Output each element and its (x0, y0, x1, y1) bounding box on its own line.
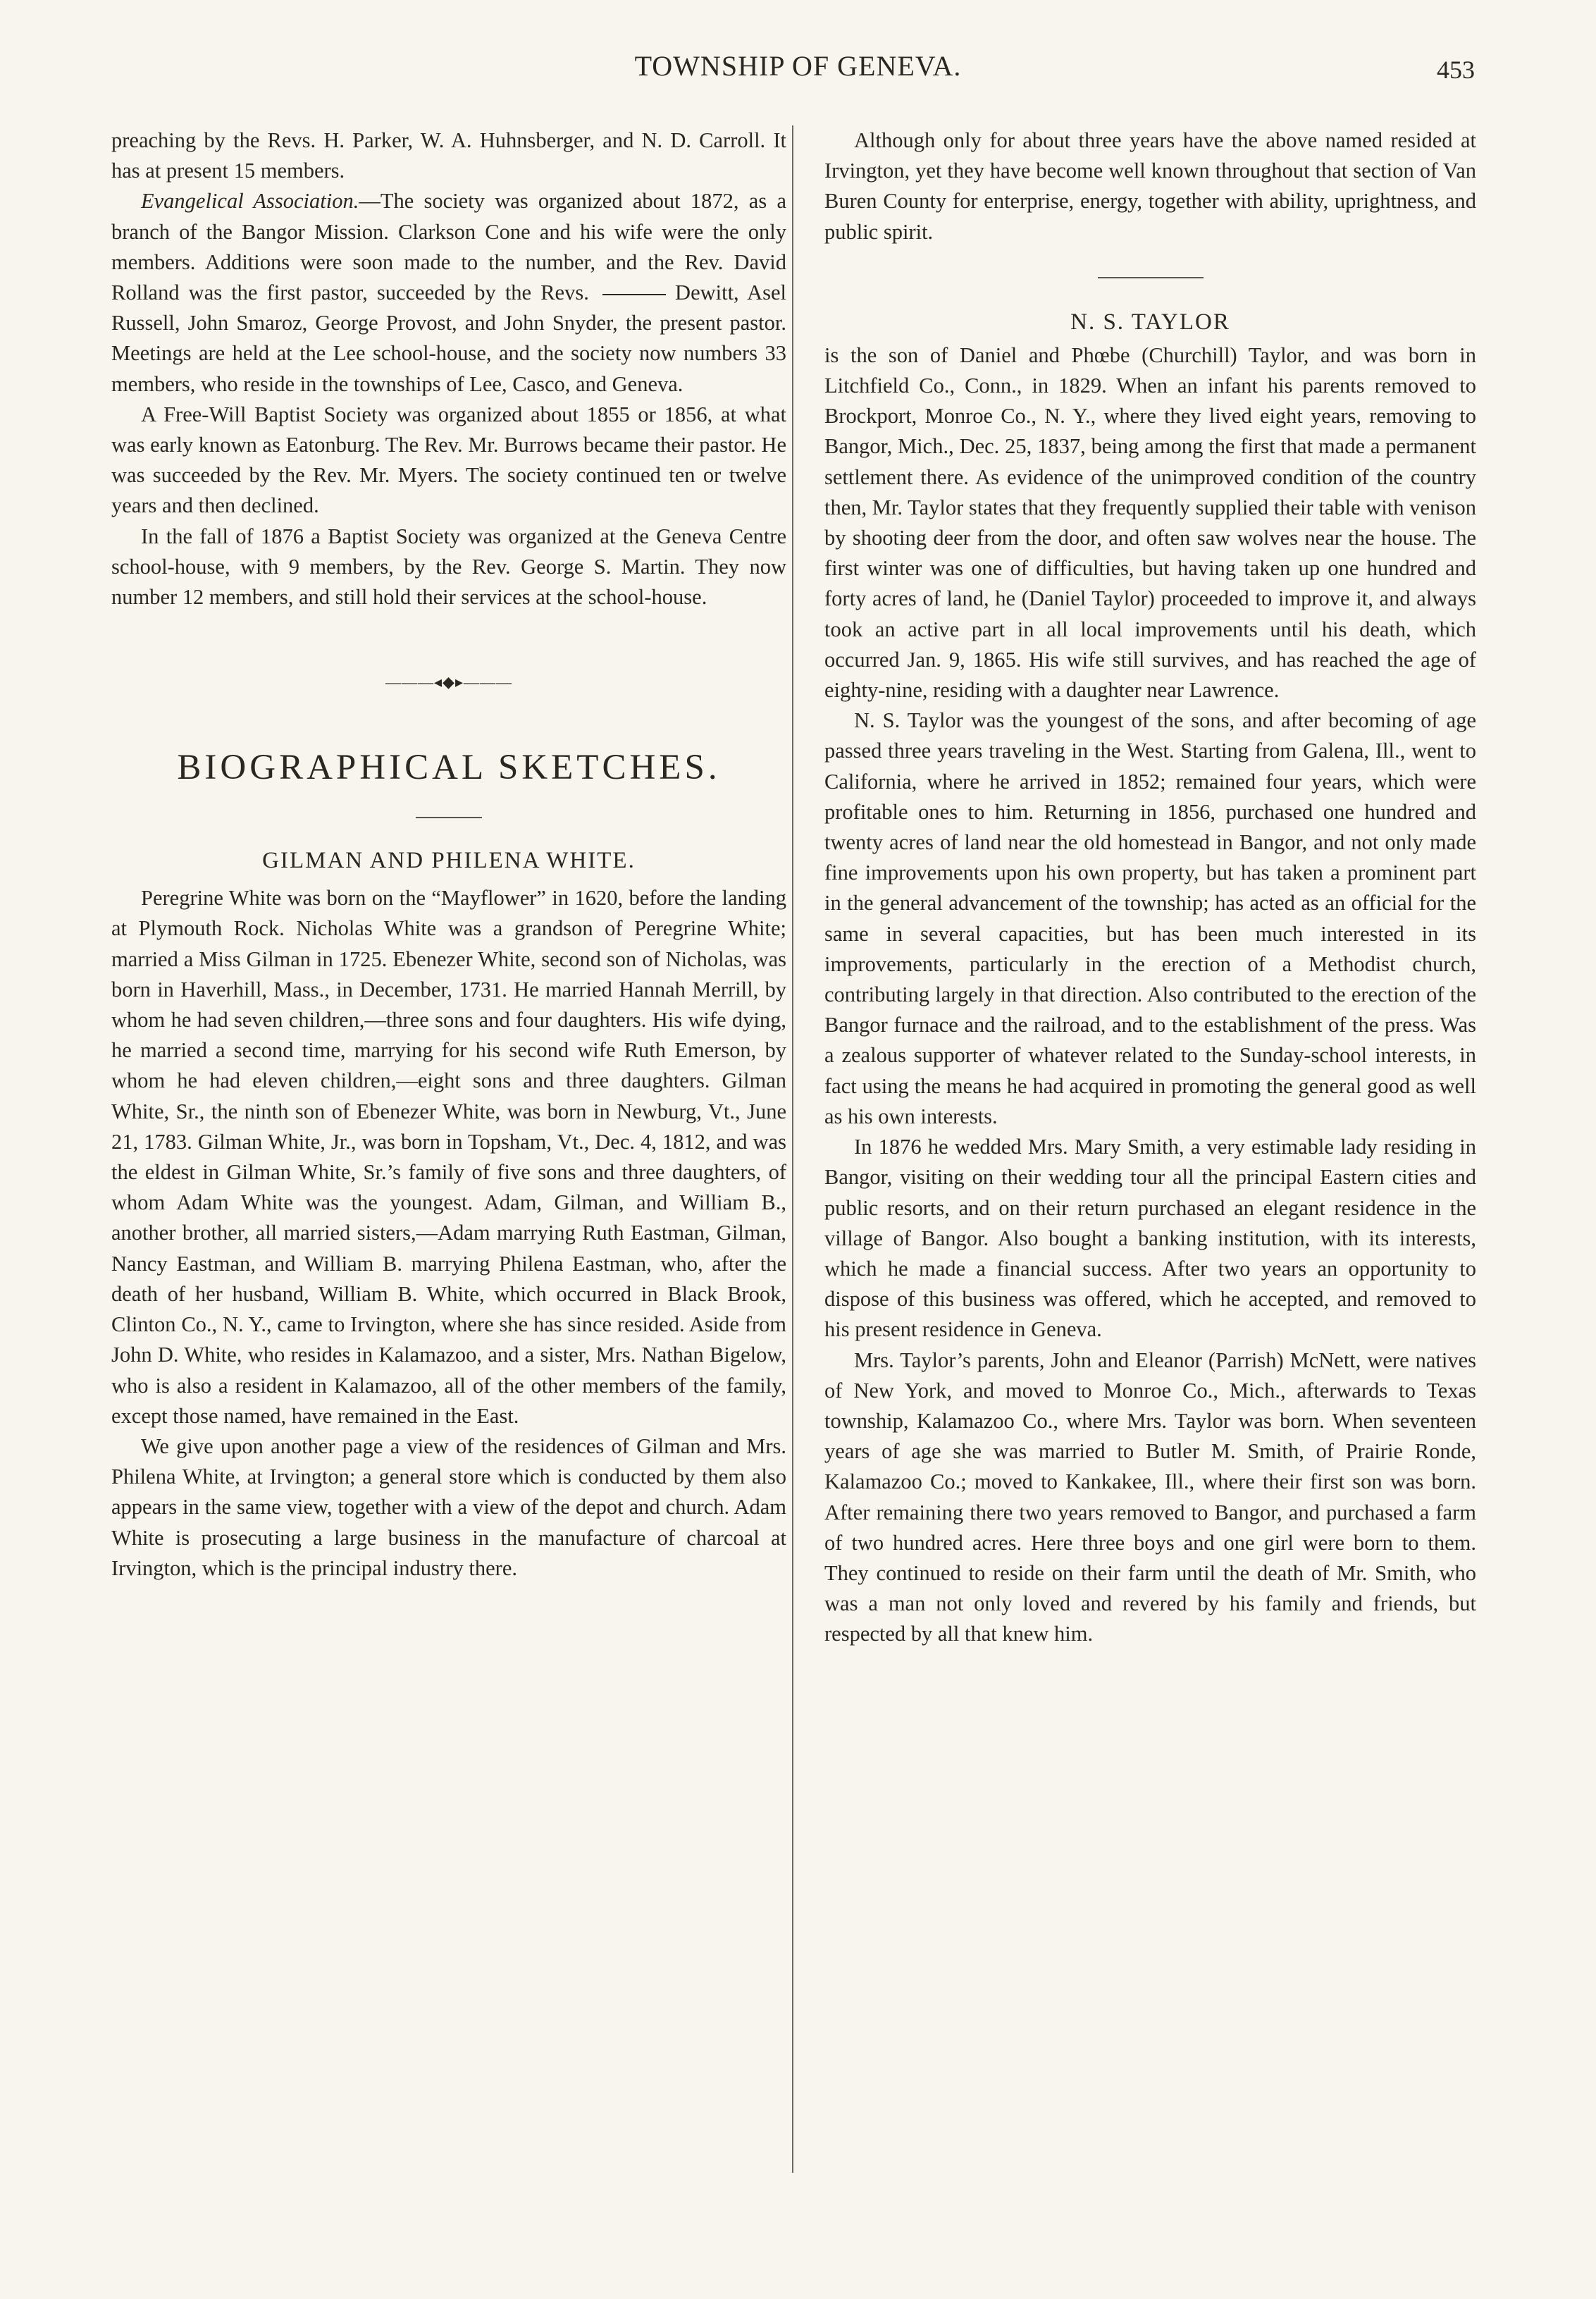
paragraph: Although only for about three years have the above named resided at Irvington, yet they have become well known throughout that section of Van Buren County for enterprise, energy, together with ability, uprightness, and public spirit. (824, 128, 1476, 244)
paragraph: is the son of Daniel and Phœbe (Churchill) Taylor, and was born in Litchfield Co., Conn., in 1829. When an infant his parents removed to Brockport, Monroe Co., N. Y., where they lived eight years, removing to Bangor, Mich., Dec. 25, 1837, being among the first that made a permanent settlement there. As evidence of the unimproved condition of the country then, Mr. Taylor states that they frequently supplied their table with venison by shooting deer from the door, and often saw wolves near the house. The first winter was one of difficulties, but having taken up one hundred and forty acres of land, he (Daniel Taylor) proceeded to improve it, and always took an active part in all local improvements until his death, which occurred Jan. 9, 1865. His wife still survives, and has reached the age of eighty-nine, residing with a daughter near Lawrence. (824, 343, 1476, 703)
paragraph: In the fall of 1876 a Baptist Society was organized at the Geneva Centre school-house, with 9 members, by the Rev. George S. Martin. They now number 12 members, and still hold their services at the school-house. (111, 524, 786, 610)
left-column (111, 125, 786, 1584)
section-ornament: ———◂◆▸——— (385, 673, 512, 691)
page-number: 453 (1437, 56, 1475, 84)
heading-rule (416, 817, 482, 818)
paragraph: N. S. Taylor was the youngest of the sons, and after becoming of age passed three years traveling in the West. Starting from Galena, Ill., went to California, where he arrived in 1852; remained four years, which were profitable ones to him. Returning in 1856, purchased one hundred and twenty acres of land near the old homestead in Bangor, and not only made fine improvements upon his own property, but has taken a prominent part in the general advancement of the township; has acted as an official for the same in several capacities, but has been much interested in its improvements, particularly in the erection of a Methodist church, contributing largely in that direction. Also contributed to the erection of the Bangor furnace and the railroad, and to the establishment of the press. Was a zealous supporter of whatever related to the Sunday-school interests, in fact using the means he had acquired in promoting the general good as well as his own interests. (824, 708, 1476, 1128)
paragraph-text: —The society was organized about 1872, as a branch of the Bangor Mission. Clarkson Cone and his wife were the only members. Additions were soon made to the number, and the Rev. David Rolland was the first pastor, succeeded by the Revs. (111, 189, 786, 305)
paragraph-text-continued: Dewitt, Asel Russell, John Smaroz, George Provost, and John Snyder, the present pastor. Meetings are held at the Lee school-house, and the society now numbers 33 members, who reside in the townships of Lee, Casco, and Geneva. (111, 281, 787, 396)
paragraph: Peregrine White was born on the “Mayflower” in 1620, before the landing at Plymouth Rock. Nicholas White was a grandson of Peregrine White; married a Miss Gilman in 1725. Ebenezer White, second son of Nicholas, was born in Haverhill, Mass., in December, 1731. He married Hannah Merrill, by whom he had seven children,—three sons and four daughters. His wife dying, he married a second time, marrying for his second wife Ruth Emerson, by whom he had eleven children,—eight sons and three daughters. Gilman White, Sr., the ninth son of Ebenezer White, was born in Newburg, Vt., June 21, 1783. Gilman White, Jr., was born in Topsham, Vt., Dec. 4, 1812, and was the eldest in Gilman White, Sr.’s family of five sons and three daughters, of whom Adam White was the youngest. Adam, Gilman, and William B., another brother, all married sisters,—Adam marrying Ruth Eastman, Gilman, Nancy Eastman, and William B. marrying Philena Eastman, who, after the death of her husband, William B. White, which occurred in Black Brook, Clinton Co., N. Y., came to Irvington, where she has since resided. Aside from John D. White, who resides in Kalamazoo, and a sister, Mrs. Nathan Bigelow, who is also a resident in Kalamazoo, all of the other members of the family, except those named, have remained in the East. (111, 886, 786, 1428)
paragraph: preaching by the Revs. H. Parker, W. A. Huhnsberger, and N. D. Carroll. It has at present 15 members. (111, 128, 786, 183)
paragraph-label: Evangelical Association. (141, 189, 359, 214)
column-divider (792, 125, 793, 2173)
paragraph: A Free-Will Baptist Society was organized about 1855 or 1856, at what was early known as Eatonburg. The Rev. Mr. Burrows became their pastor. He was succeeded by the Rev. Mr. Myers. The society continued ten or twelve years and then declined. (111, 402, 786, 518)
sketch-title: N. S. TAYLOR (1070, 309, 1230, 335)
sketch-title: GILMAN AND PHILENA WHITE. (262, 848, 636, 874)
right-column (824, 125, 1476, 1650)
section-title: BIOGRAPHICAL SKETCHES. (177, 748, 721, 788)
paragraph: We give upon another page a view of the residences of Gilman and Mrs. Philena White, at Irvington; a general store which is conducted by them also appears in the same view, together with a view of the depot and church. Adam White is prosecuting a large business in the manufacture of charcoal at Irvington, which is the principal industry there. (111, 1434, 786, 1580)
divider-rule (1098, 277, 1204, 278)
page-header (0, 49, 1596, 92)
paragraph-evangelical (111, 186, 786, 399)
running-title: TOWNSHIP OF GENEVA. (634, 50, 962, 82)
paragraph: Mrs. Taylor’s parents, John and Eleanor (Parrish) McNett, were natives of New York, and moved to Monroe Co., Mich., afterwards to Texas township, Kalamazoo Co., where Mrs. Taylor was born. When seventeen years of age she was married to Butler M. Smith, of Prairie Ronde, Kalamazoo Co.; moved to Kankakee, Ill., where their first son was born. After remaining there two years removed to Bangor, and purchased a farm of two hundred acres. Here three boys and one girl were born to them. They continued to reside on their farm until the death of Mr. Smith, who was a man not only loved and revered by his family and friends, but respected by all that knew him. (824, 1348, 1476, 1646)
paragraph: In 1876 he wedded Mrs. Mary Smith, a very estimable lady residing in Bangor, visiting on their wedding tour all the principal Eastern cities and public resorts, and on their return purchased an elegant residence in the village of Bangor. Also bought a banking institution, with its interests, which he made a financial success. After two years an opportunity to dispose of this business was offered, which he accepted, and removed to his present residence in Geneva. (824, 1135, 1476, 1342)
blank-name-dash (602, 294, 666, 295)
